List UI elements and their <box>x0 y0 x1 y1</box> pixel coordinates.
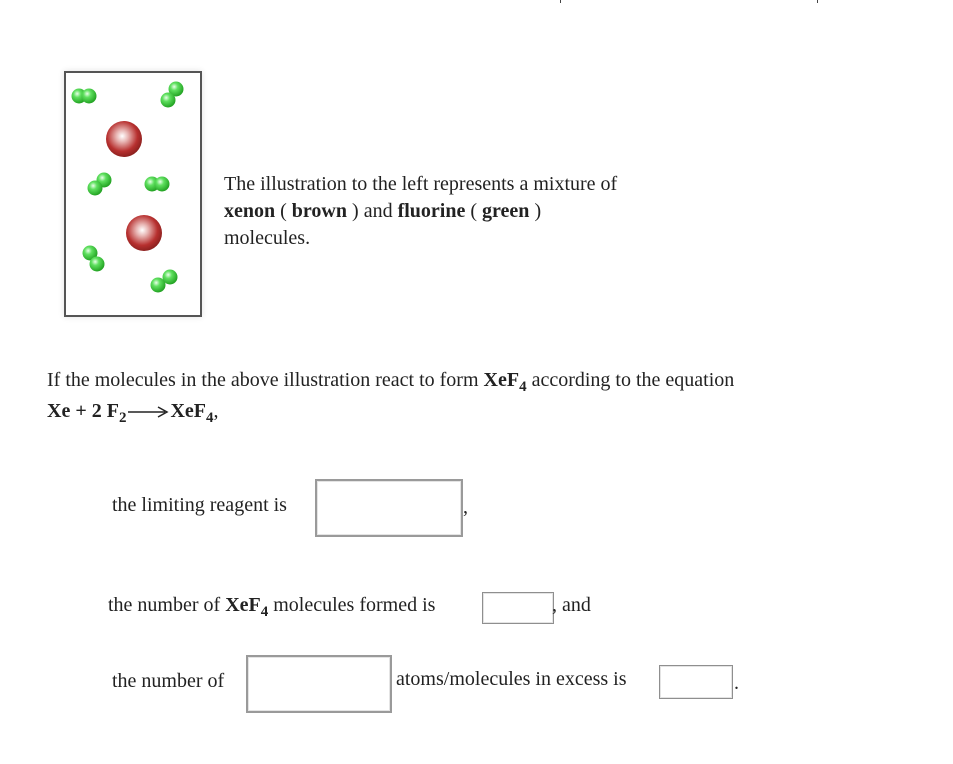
question-text <box>47 365 927 427</box>
question-intro: If the molecules in the above illustration react to form <box>47 369 479 391</box>
fluorine-color-word: green <box>482 200 530 222</box>
equation-reactant-xe: Xe <box>47 400 71 422</box>
xef4-formed-label: the number of XeF$_4$ molecules formed is <box>108 594 436 620</box>
limiting-reagent-label: the limiting reagent is <box>112 494 287 516</box>
molecule-drawing <box>66 73 200 315</box>
limiting-reagent-comma: , <box>463 496 468 518</box>
and-word: and <box>363 200 393 222</box>
reaction-equation <box>47 400 219 426</box>
excess-count-input[interactable] <box>659 665 733 699</box>
description-caption: The illustration to the left represents a mixture of <box>224 173 618 195</box>
question-intro-tail: according to the equation <box>531 369 735 391</box>
equation-plus: + 2 <box>75 400 102 422</box>
illustration-description: The illustration to the left represents a mixture of xenon ( brown ) and fluorine ( green ) molecules. <box>224 173 618 249</box>
page-edge-tick-right <box>817 0 818 3</box>
fluorine-molecule <box>88 173 112 196</box>
excess-species-input[interactable] <box>246 655 392 713</box>
xenon-atom <box>126 215 162 251</box>
xenon-word: xenon <box>224 200 276 222</box>
xef4-formed-input[interactable] <box>482 592 554 624</box>
excess-label-pre: the number of <box>112 670 225 692</box>
equation-reactant-f2: $F_2$ <box>106 400 127 426</box>
reaction-arrow-icon <box>127 405 169 419</box>
fluorine-molecule <box>83 246 105 272</box>
fluorine-molecule <box>72 89 97 104</box>
fluorine-word: fluorine <box>397 200 466 222</box>
fluorine-molecule <box>161 82 184 108</box>
xenon-color-word: brown <box>291 200 348 222</box>
fluorine-molecule <box>151 270 178 293</box>
limiting-reagent-input[interactable] <box>315 479 463 537</box>
molecule-illustration <box>64 71 202 317</box>
xef4-formed-and: , and <box>552 594 591 616</box>
fluorine-molecule <box>145 177 170 192</box>
description-end: molecules. <box>224 227 311 249</box>
excess-label-post: atoms/molecules in excess is <box>396 668 627 690</box>
question-product: XeF$_4$ <box>483 369 527 395</box>
xenon-atom <box>106 121 142 157</box>
page-edge-tick-left <box>560 0 561 3</box>
excess-period: . <box>734 672 739 694</box>
equation-end: , <box>213 400 219 422</box>
equation-product: XeF$_4$ <box>170 400 214 426</box>
